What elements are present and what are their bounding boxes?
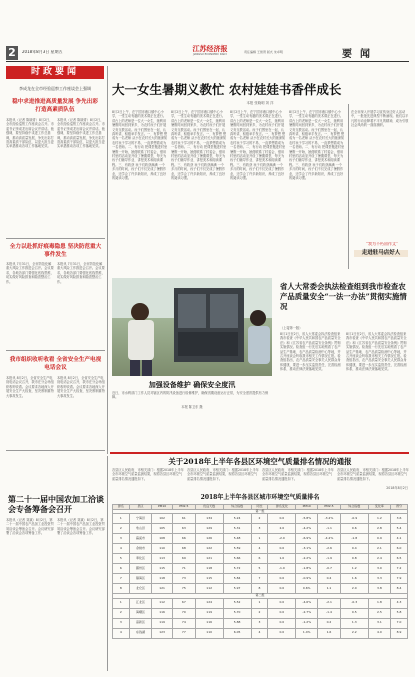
table-cell: 75 xyxy=(173,584,196,594)
table-row xyxy=(113,534,408,544)
column-item-2-title: 全力以赴抓好痕毒隐患 坚决防范重大事件发生 xyxy=(9,244,102,258)
table-cell: 1.3 xyxy=(340,618,368,628)
table-header-cell: PM10 xyxy=(152,505,173,510)
table-cell: 73 xyxy=(173,574,196,584)
table-cell: 1.0 xyxy=(268,554,296,564)
table-cell: 1.8 xyxy=(368,598,390,608)
air-quality-table xyxy=(112,504,408,639)
column-item-3-body: 本报讯 8月2日，全省安全生产电视电话会议召开，我市在分会场组织收听收看。会议要求各地深入开展安全生产大检查，坚决遏制重特大事故发生。 xyxy=(6,376,54,398)
table-cell: 129 xyxy=(195,524,223,534)
section-title: 要闻 xyxy=(342,49,378,60)
table-cell: -1.9 xyxy=(318,554,341,564)
table-cell: 1.6 xyxy=(340,574,368,584)
table-cell: 5 xyxy=(113,554,130,564)
table-cell: 0.0 xyxy=(268,574,296,584)
table-cell: 5.88 xyxy=(223,618,251,628)
table-cell: 2.2 xyxy=(340,628,368,638)
table-cell: 3 xyxy=(113,534,130,544)
table-cell: -4.2% xyxy=(318,534,341,544)
table-cell: 121 xyxy=(152,584,173,594)
table-cell: 1.4% xyxy=(296,628,318,638)
table-header-cell: 同比 xyxy=(251,505,268,510)
table-cell: 2.5 xyxy=(368,608,390,618)
table-cell: 0.2 xyxy=(318,618,341,628)
table-cell: 6 xyxy=(113,564,130,574)
table-cell: 102 xyxy=(152,514,173,524)
table-cell: 112 xyxy=(195,584,223,594)
newspaper-logo-en: JIANGSU ECONOMIC DAILY xyxy=(193,53,227,56)
column-item-4-body: 本报讯（记者 刘斌）8月2日，第二十一届中国农产品加工业投资贸易洽谈会筹备会召开。会议研究部署了洽谈会各项筹备工作。 xyxy=(6,518,54,536)
table-cell: -3.2% xyxy=(318,514,341,524)
notice-title: 关于2018年上半年各县区环境空气质量排名情况的通报 xyxy=(168,457,352,466)
table-row xyxy=(113,564,408,574)
table-cell: 1.1 xyxy=(318,584,341,594)
table-title: 2018年上半年各县区城市环境空气质量排名 xyxy=(200,494,320,501)
lead-body-col-3: 8月2日上午，在宁国市港口镇中心小学，一堂生动有趣的美术课正在进行。讲台上的老师是一位大一女生，她利用暑假时间回到家乡，为农村孩子们开展义务支教活动。孩子们围坐在一起，认真听讲，积极举手发言。一、有梦想 想成为一名老师 从小在农村长大的她深知农村孩子学习的不易，一直梦想着成为一名老师。二、有行动 把课堂搬进村里 暑假一开始，她便联系了村委会，借用村里的活动室开设了暑期课堂，每天为孩子们辅导作业、讲授美术和阅读课程。三、有收获 孩子们收获满满 一个多月的时间，孩子们不仅完成了暑假作业，还学会了许多新知识，养成了良好的阅读习惯。 xyxy=(230,110,286,181)
table-cell: 4 xyxy=(113,628,130,638)
table-cell: 7 xyxy=(113,574,130,584)
table-cell: 2.1 xyxy=(368,544,390,554)
table-cell: -0.7 xyxy=(318,564,341,574)
table-cell: 5.97 xyxy=(223,584,251,594)
table-cell: 134 xyxy=(195,514,223,524)
table-cell: 1 xyxy=(251,598,268,608)
table-header-cell: 优良天数 xyxy=(195,505,223,510)
table-cell: 慈溪市 xyxy=(129,534,151,544)
table-cell: 110 xyxy=(195,628,223,638)
editor-line: 责任编辑 王智贤 版式 朱卓明 xyxy=(244,50,283,54)
table-cell: 5.72 xyxy=(223,564,251,574)
table-cell: 113 xyxy=(152,554,173,564)
bottom-section-rule xyxy=(110,452,409,454)
sidebar-body: 在全市深入开展学习宣传身边好人活动中，一批批先进典型不断涌现。他们以平凡的行动诠释着不平凡的精神，成为引领社会风尚的一面面旗帜。 xyxy=(351,110,409,128)
table-cell: 61 xyxy=(173,514,196,524)
table-cell: 2.4 xyxy=(368,554,390,564)
table-cell: -2.0 xyxy=(268,534,296,544)
table-row xyxy=(113,628,408,638)
photo-caption: 近日，市水利部门工作人员对辖区内的防汛设备进行检修维护，确保汛期设备运行正常，为安全度汛提供有力保障。 xyxy=(112,391,269,400)
table-cell: 余姚市 xyxy=(129,544,151,554)
table-cell: 5.59 xyxy=(223,544,251,554)
table-cell: 118 xyxy=(195,564,223,574)
column-item-1-body-cont: 本报讯（记者 陈晓青）8月2日，全市经验巡察工作座谈会召开。市委书记李成龙出席会议并讲话。他强调，要坚持稳中求进工作总基调，推动高质量发展，争先出彩打造高素质干部队伍，以更大担当更实举措推动各项工作落地见效。 xyxy=(57,118,105,149)
table-cell: 5.52 xyxy=(223,598,251,608)
table-cell: 123 xyxy=(152,628,173,638)
table-cell: 5.84 xyxy=(223,574,251,584)
table-cell: 74 xyxy=(173,618,196,628)
table-cell: 67 xyxy=(173,598,196,608)
notice-intro-col-2: 各县区人民政府、市相关部门：根据2018年上半年全市环境空气质量监测结果，现将各县区环境空气质量排名情况通报如下。 xyxy=(187,468,259,481)
table-cell: 0.8 xyxy=(340,554,368,564)
table-cell: 4.1 xyxy=(391,534,408,544)
table-cell: -1.1 xyxy=(318,524,341,534)
table-cell: 105 xyxy=(152,524,173,534)
table-cell: 0.6% xyxy=(296,584,318,594)
table-cell: 镇海区 xyxy=(129,574,151,584)
lead-byline: 本报 张晓明 刘 洋 xyxy=(246,101,274,105)
column-item-1-body: 本报讯（记者 陈晓青）8月2日，全市经验巡察工作座谈会召开。市委书记李成龙出席会议并讲话。他强调，要坚持稳中求进工作总基调，推动高质量发展，争先出彩打造高素质干部队伍，以更大担当更实举措推动各项工作落地见效。 xyxy=(6,118,54,149)
table-cell: -0.9% xyxy=(296,574,318,584)
table-cell: 5.48 xyxy=(223,534,251,544)
table-cell: -1.4 xyxy=(318,608,341,618)
table-cell: 108 xyxy=(152,534,173,544)
table-cell: 118 xyxy=(152,574,173,584)
table-cell: 0.4 xyxy=(340,544,368,554)
table-cell: 110 xyxy=(152,544,173,554)
table-cell: 象山县 xyxy=(129,524,151,534)
column-item-1-kicker: 李成龙在全市经验巡察工作座谈会上强调 xyxy=(19,86,91,91)
column-item-4-body-cont: 本报讯（记者 刘斌）8月2日，第二十一届中国农产品加工业投资贸易洽谈会筹备会召开。会议研究部署了洽谈会各项筹备工作。 xyxy=(57,518,105,536)
notice-date: 2018年8月2日 xyxy=(386,486,408,490)
date-line: 2018年8月3日 星期五 xyxy=(22,50,63,54)
table-cell: -1.8% xyxy=(296,564,318,574)
table-cell: 海曙区 xyxy=(129,608,151,618)
table-cell: 121 xyxy=(195,554,223,564)
column-item-2-body: 本报讯 7月31日，全市防范化解重大风险工作推进会召开。会议要求，各地各部门要强化底线思维，切实做好风险排查和隐患整治工作。 xyxy=(6,262,54,284)
table-cell: 116 xyxy=(195,618,223,628)
table-cell: 0.0 xyxy=(268,598,296,608)
lead-body-col-4: 8月2日上午，在宁国市港口镇中心小学，一堂生动有趣的美术课正在进行。讲台上的老师是一位大一女生，她利用暑假时间回到家乡，为农村孩子们开展义务支教活动。孩子们围坐在一起，认真听讲，积极举手发言。一、有梦想 想成为一名老师 从小在农村长大的她深知农村孩子学习的不易，一直梦想着成为一名老师。二、有行动 把课堂搬进村里 暑假一开始，她便联系了村委会，借用村里的活动室开设了暑期课堂，每天为孩子们辅导作业、讲授美术和阅读课程。三、有收获 孩子们收获满满 一个多月的时间，孩子们不仅完成了暑假作业，还学会了许多新知识，养成了良好的阅读习惯。 xyxy=(289,110,345,181)
table-cell: 126 xyxy=(195,534,223,544)
table-cell: 112 xyxy=(152,598,173,608)
table-cell: -2.2% xyxy=(296,554,318,564)
lead-body-col-1: 8月2日上午，在宁国市港口镇中心小学，一堂生动有趣的美术课正在进行。讲台上的老师是一位大一女生，她利用暑假时间回到家乡，为农村孩子们开展义务支教活动。孩子们围坐在一起，认真听讲，积极举手发言。一、有梦想 想成为一名老师 从小在农村长大的她深知农村孩子学习的不易，一直梦想着成为一名老师。二、有行动 把课堂搬进村里 暑假一开始，她便联系了村委会，借用村里的活动室开设了暑期课堂，每天为孩子们辅导作业、讲授美术和阅读课程。三、有收获 孩子们收获满满 一个多月的时间，孩子们不仅完成了暑假作业，还学会了许多新知识，养成了良好的阅读习惯。 xyxy=(112,110,168,181)
table-cell: 7 xyxy=(251,574,268,584)
table-cell: 71 xyxy=(173,564,196,574)
table-cell: -2.1 xyxy=(318,598,341,608)
table-cell: 77 xyxy=(173,628,196,638)
table-cell: 4.0 xyxy=(368,628,390,638)
table-cell: 3.6 xyxy=(391,514,408,524)
table-cell: 3.3 xyxy=(368,574,390,584)
table-cell: 68 xyxy=(173,544,196,554)
news-photo xyxy=(112,278,272,376)
table-cell: 1 xyxy=(251,534,268,544)
table-cell: 8 xyxy=(113,584,130,594)
table-cell: 115 xyxy=(152,564,173,574)
table-cell: 1.6 xyxy=(318,628,341,638)
right-story-title: 省人大常委会执法检查组到我市检查农产品质量安全“一法一办法”贯彻实施情况 xyxy=(280,282,407,311)
lower-left-rule xyxy=(107,456,108,671)
table-cell: 鄞州区 xyxy=(129,564,151,574)
table-cell: 2.0 xyxy=(340,584,368,594)
table-cell: 3 xyxy=(251,524,268,534)
table-cell: 0.0 xyxy=(268,618,296,628)
table-cell: 3.1 xyxy=(368,618,390,628)
table-cell: 8.4 xyxy=(391,584,408,594)
table-cell: 7.2 xyxy=(391,564,408,574)
table-group-label: 第二组 xyxy=(113,594,408,599)
table-cell: 69 xyxy=(173,554,196,564)
table-cell: -4.2% xyxy=(296,524,318,534)
column-tag xyxy=(6,66,104,79)
column-item-2-body-cont: 本报讯 7月31日，全市防范化解重大风险工作推进会召开。会议要求，各地各部门要强化底线思维，切实做好风险排查和隐患整治工作。 xyxy=(57,262,105,284)
table-cell: 6 xyxy=(251,554,268,564)
table-cell: 8 xyxy=(251,584,268,594)
table-cell: 115 xyxy=(195,574,223,584)
table-header-cell: PM10 xyxy=(296,505,318,510)
table-cell: 0.0 xyxy=(268,544,296,554)
column-divider-1 xyxy=(6,238,105,239)
table-cell: 5 xyxy=(251,564,268,574)
table-cell: 4 xyxy=(251,544,268,554)
column-divider-2 xyxy=(6,350,105,351)
table-cell: -3.1% xyxy=(296,544,318,554)
table-cell: 奉化区 xyxy=(129,554,151,564)
table-cell: 124 xyxy=(195,598,223,608)
table-cell: 江北区 xyxy=(129,598,151,608)
table-cell: 北仑区 xyxy=(129,584,151,594)
photo-illustration xyxy=(112,278,272,376)
table-cell: 70 xyxy=(173,608,196,618)
notice-intro-col-3: 各县区人民政府、市相关部门：根据2018年上半年全市环境空气质量监测结果，现将各县区环境空气质量排名情况通报如下。 xyxy=(262,468,334,481)
right-story-byline: （上接第一版） xyxy=(280,326,303,330)
table-cell: 1.2 xyxy=(368,514,390,524)
table-cell: 2 xyxy=(251,514,268,524)
table-cell: -2.6 xyxy=(318,544,341,554)
right-story-body-col-1: 8月1日至2日，省人大常委会执法检查组来我市检查《中华人民共和国农产品质量安全法》和《江苏省农产品质量安全条例》贯彻实施情况。检查组一行先后实地察看了农产品生产基地、农产品质量检测中心等地，并召开座谈会听取我市相关工作情况汇报。检查组指出，农产品质量安全事关人民群众身体健康，要进一步压实监管责任，完善检测体系，推动法律法规落地见效。 xyxy=(280,332,341,372)
table-cell: -0.9 xyxy=(340,514,368,524)
table-cell: -1.8 xyxy=(340,534,368,544)
notice-intro-col-4: 各县区人民政府、市相关部门：根据2018年上半年全市环境空气质量监测结果，现将各县区环境空气质量排名情况通报如下。 xyxy=(337,468,409,481)
table-header-cell: 变化率 xyxy=(368,505,390,510)
page-number-box: 2 xyxy=(6,46,18,60)
table-cell: 4 xyxy=(113,544,130,554)
table-header-cell: 综合指数 xyxy=(223,505,251,510)
table-cell: -6.9% xyxy=(296,534,318,544)
table-row xyxy=(113,574,408,584)
table-cell: 2.0 xyxy=(268,524,296,534)
table-cell: 5.8 xyxy=(391,608,408,618)
sidebar-rule xyxy=(348,104,349,269)
table-cell: 2 xyxy=(251,608,268,618)
sidebar-title: 走进驻马店好人 xyxy=(354,250,408,257)
table-cell: -1.0 xyxy=(268,564,296,574)
table-cell: 7.9 xyxy=(391,574,408,584)
table-row xyxy=(113,618,408,628)
table-cell: 4 xyxy=(251,628,268,638)
column-item-3-body-cont: 本报讯 8月2日，全省安全生产电视电话会议召开，我市在分会场组织收听收看。会议要求各地深入开展安全生产大检查，坚决遏制重特大事故发生。 xyxy=(57,376,105,398)
table-header-cell: 综合指数 xyxy=(340,505,368,510)
table-cell: 119 xyxy=(195,608,223,618)
table-cell: 3 xyxy=(113,618,130,628)
photo-caption-title: 加强设备维护 确保安全度汛 xyxy=(148,380,236,389)
table-cell: 3.0 xyxy=(368,564,390,574)
table-row xyxy=(113,608,408,618)
table-cell: 7.0 xyxy=(391,618,408,628)
table-cell: 1 xyxy=(113,598,130,608)
left-column-rule xyxy=(107,66,108,454)
lead-headline: 大一女生暑期义教忙 农村娃娃书香伴成长 xyxy=(112,82,342,97)
table-cell: 5.4 xyxy=(391,524,408,534)
table-cell: 0.0 xyxy=(268,608,296,618)
table-cell: 1.2 xyxy=(340,564,368,574)
column-item-1-title: 稳中求进推进高质量发展 争先出彩打造高素质队伍 xyxy=(12,99,98,113)
right-story-body-col-2: 8月1日至2日，省人大常委会执法检查组来我市检查《中华人民共和国农产品质量安全法》和《江苏省农产品质量安全条例》贯彻实施情况。检查组一行先后实地察看了农产品生产基地、农产品质量检测中心等地，并召开座谈会听取我市相关工作情况汇报。检查组指出，农产品质量安全事关人民群众身体健康，要进一步压实监管责任，完善检测体系，推动法律法规落地见效。 xyxy=(346,332,407,372)
table-row xyxy=(113,514,408,524)
masthead-rule xyxy=(6,61,409,62)
table-header-cell: 县区 xyxy=(129,505,151,510)
table-cell: -1.2% xyxy=(296,618,318,628)
column-item-3-title: 我市组织收听收看 全省安全生产电视电话会议 xyxy=(9,357,102,371)
table-cell: 东钱湖 xyxy=(129,628,151,638)
table-cell: 0.6 xyxy=(340,524,368,534)
table-cell: 宁海县 xyxy=(129,514,151,524)
table-cell: 119 xyxy=(152,618,173,628)
table-cell: 116 xyxy=(152,608,173,618)
table-cell: 122 xyxy=(195,544,223,554)
table-cell: -2.7% xyxy=(296,608,318,618)
table-cell: 0.9 xyxy=(368,534,390,544)
table-cell: 8.9 xyxy=(391,628,408,638)
table-cell: 5.24 xyxy=(223,514,251,524)
table-cell: -0.3 xyxy=(340,598,368,608)
table-header-cell: 得分 xyxy=(391,505,408,510)
table-cell: 0.5 xyxy=(340,608,368,618)
column-item-4-title: 第二十一届中国农加工洽谈会专备筹备会召开 xyxy=(8,494,104,514)
table-cell: 4.3 xyxy=(391,598,408,608)
table-cell: 1 xyxy=(113,514,130,524)
table-cell: 高新区 xyxy=(129,618,151,628)
table-cell: 6.05 xyxy=(223,628,251,638)
table-cell: 6.5 xyxy=(391,554,408,564)
lead-body-col-2: 8月2日上午，在宁国市港口镇中心小学，一堂生动有趣的美术课正在进行。讲台上的老师是一位大一女生，她利用暑假时间回到家乡，为农村孩子们开展义务支教活动。孩子们围坐在一起，认真听讲，积极举手发言。一、有梦想 想成为一名老师 从小在农村长大的她深知农村孩子学习的不易，一直梦想着成为一名老师。二、有行动 把课堂搬进村里 暑假一开始，她便联系了村委会，借用村里的活动室开设了暑期课堂，每天为孩子们辅导作业、讲授美术和阅读课程。三、有收获 孩子们收获满满 一个多月的时间，孩子们不仅完成了暑假作业，还学会了许多新知识，养成了良好的阅读习惯。 xyxy=(171,110,227,181)
table-cell: 3.8 xyxy=(368,584,390,594)
table-cell: 0.0 xyxy=(268,584,296,594)
table-cell: 3 xyxy=(251,618,268,628)
table-cell: 5.66 xyxy=(223,554,251,564)
table-cell: -5.8% xyxy=(296,514,318,524)
table-cell: 0.0 xyxy=(268,514,296,524)
table-cell: 0.4 xyxy=(318,574,341,584)
table-cell: 2.8 xyxy=(368,524,390,534)
column-divider-3 xyxy=(6,450,105,451)
table-group-label: 第一组 xyxy=(113,509,408,514)
table-row xyxy=(113,524,408,534)
table-header-cell: 排名 xyxy=(113,505,130,510)
table-row xyxy=(113,544,408,554)
table-cell: 5.70 xyxy=(223,608,251,618)
table-cell: 2 xyxy=(113,524,130,534)
notice-intro-col-1: 各县区人民政府、市相关部门：根据2018年上半年全市环境空气质量监测结果，现将各县区环境空气质量排名情况通报如下。 xyxy=(112,468,184,481)
sidebar-label: “我为不朽留作文” xyxy=(365,242,399,246)
table-row xyxy=(113,554,408,564)
table-cell: 5.31 xyxy=(223,524,251,534)
table-header-cell: 排名变化 xyxy=(268,505,296,510)
photo-credit: 本报 陈卫东 摄 xyxy=(181,405,203,409)
table-header-cell: PM2.5 xyxy=(173,505,196,510)
column-tag-label: 时政要闻 xyxy=(30,67,79,77)
table-cell: 2 xyxy=(113,608,130,618)
table-header-cell: PM2.5 xyxy=(318,505,341,510)
table-cell: 0.0 xyxy=(268,628,296,638)
table-row xyxy=(113,598,408,608)
table-cell: 6.0 xyxy=(391,544,408,554)
table-cell: -4.6% xyxy=(296,598,318,608)
newspaper-logo: 江苏经济报 xyxy=(192,44,228,53)
table-cell: 66 xyxy=(173,534,196,544)
table-cell: 63 xyxy=(173,524,196,534)
